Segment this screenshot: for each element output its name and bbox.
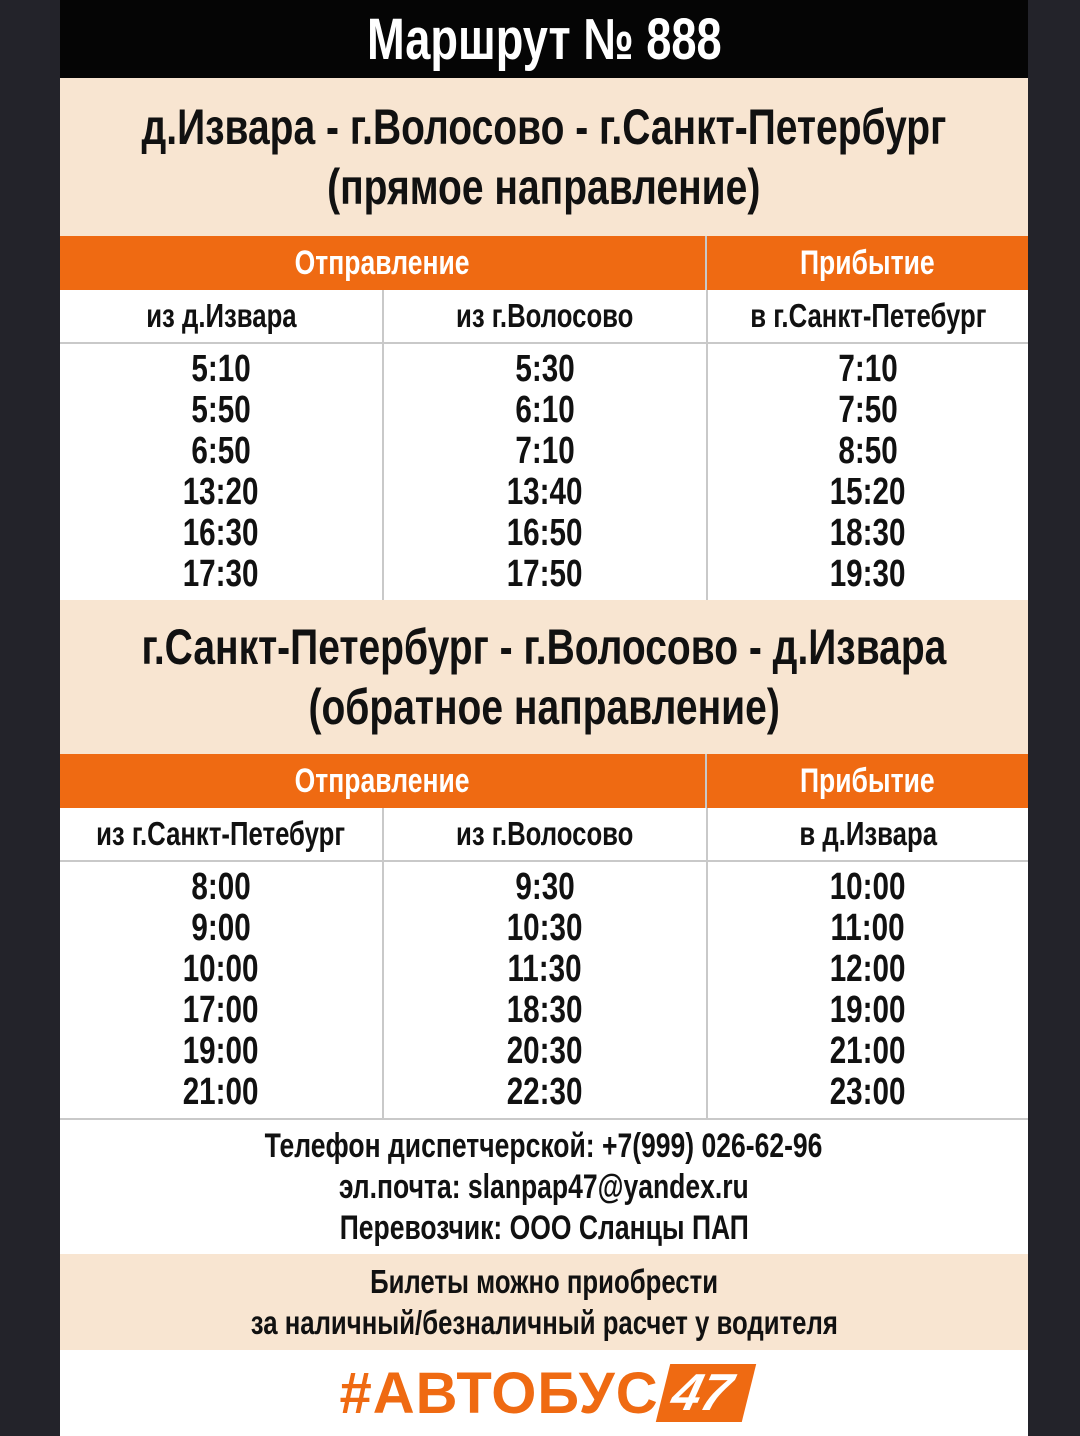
backward-column-headers: [60, 808, 1028, 862]
forward-times-column: [60, 344, 384, 600]
time-cell: 5:30: [515, 348, 575, 390]
forward-column-header: из г.Волосово: [384, 290, 708, 342]
backward-route-line: г.Санкт-Петербург - г.Волосово - д.Извара: [141, 619, 947, 675]
time-cell: 17:00: [183, 989, 259, 1031]
forward-times: [60, 344, 1028, 600]
forward-route-line: д.Извара - г.Волосово - г.Санкт-Петербург: [141, 99, 947, 155]
backward-arrival-header: Прибытие: [800, 761, 935, 800]
forward-route-heading: [60, 78, 1028, 236]
backward-route-heading: [60, 600, 1028, 754]
time-cell: 16:50: [507, 512, 583, 554]
forward-arrival-header: Прибытие: [800, 243, 935, 282]
tickets-info: [60, 1254, 1028, 1350]
time-cell: 5:50: [191, 389, 251, 431]
time-cell: 19:30: [830, 553, 906, 595]
forward-direction-label: (прямое направление): [327, 159, 761, 215]
time-cell: 8:00: [191, 866, 251, 908]
time-cell: 12:00: [830, 948, 906, 990]
time-cell: 13:20: [183, 471, 259, 513]
backward-column-header: из г.Волосово: [384, 808, 708, 860]
time-cell: 21:00: [183, 1071, 259, 1113]
backward-times: [60, 862, 1028, 1120]
time-cell: 16:30: [183, 512, 259, 554]
backward-direction-label: (обратное направление): [308, 679, 780, 735]
time-cell: 8:50: [838, 430, 898, 472]
time-cell: 11:00: [830, 907, 906, 949]
time-cell: 17:50: [507, 553, 583, 595]
time-cell: 9:00: [191, 907, 251, 949]
forward-column-header: в г.Санкт-Петебург: [749, 297, 987, 334]
time-cell: 15:20: [830, 471, 906, 513]
backward-times-column: [708, 862, 1028, 1118]
carrier-name: Перевозчик: ООО Сланцы ПАП: [339, 1208, 749, 1247]
time-cell: 6:10: [515, 389, 575, 431]
backward-column-header: из г.Санкт-Петебург: [60, 808, 384, 860]
forward-departure-header: Отправление: [60, 236, 707, 290]
time-cell: 10:30: [507, 907, 583, 949]
time-cell: 19:00: [830, 989, 906, 1031]
forward-group-header: [60, 236, 1028, 290]
forward-times-column: [384, 344, 708, 600]
time-cell: 7:10: [838, 348, 898, 390]
contacts-block: [60, 1120, 1028, 1254]
time-cell: 11:30: [507, 948, 583, 990]
time-cell: 17:30: [183, 553, 259, 595]
forward-times-column: [708, 344, 1028, 600]
time-cell: 10:00: [830, 866, 906, 908]
backward-times-column: [60, 862, 384, 1118]
time-cell: 22:30: [507, 1071, 583, 1113]
time-cell: 20:30: [507, 1030, 583, 1072]
time-cell: 18:30: [830, 512, 906, 554]
time-cell: 7:10: [515, 430, 575, 472]
time-cell: 21:00: [830, 1030, 906, 1072]
page-title: Маршрут № 888: [60, 0, 1028, 78]
time-cell: 23:00: [830, 1071, 906, 1113]
backward-column-header: в д.Извара: [799, 815, 937, 852]
backward-group-header: [60, 754, 1028, 808]
time-cell: 13:40: [507, 471, 583, 513]
tickets-line: Билеты можно приобрести: [370, 1263, 718, 1300]
brand-text: #АВТОБУС: [339, 1360, 659, 1426]
time-cell: 7:50: [838, 389, 898, 431]
time-cell: 9:30: [515, 866, 575, 908]
time-cell: 5:10: [191, 348, 251, 390]
backward-departure-header: Отправление: [60, 754, 707, 808]
forward-column-headers: [60, 290, 1028, 344]
time-cell: 19:00: [183, 1030, 259, 1072]
contact-email: эл.почта: slanpap47@yandex.ru: [339, 1167, 749, 1206]
time-cell: 10:00: [183, 948, 259, 990]
time-cell: 18:30: [507, 989, 583, 1031]
brand-number: 47: [655, 1364, 755, 1422]
dispatcher-phone: Телефон диспетчерской: +7(999) 026-62-96: [265, 1126, 823, 1165]
forward-column-header: из д.Извара: [60, 290, 384, 342]
time-cell: 6:50: [191, 430, 251, 472]
tickets-line: за наличный/безналичный расчет у водителя: [250, 1304, 838, 1341]
schedule-sheet: [60, 0, 1028, 1434]
backward-times-column: [384, 862, 708, 1118]
brand-logo: [60, 1350, 1028, 1436]
